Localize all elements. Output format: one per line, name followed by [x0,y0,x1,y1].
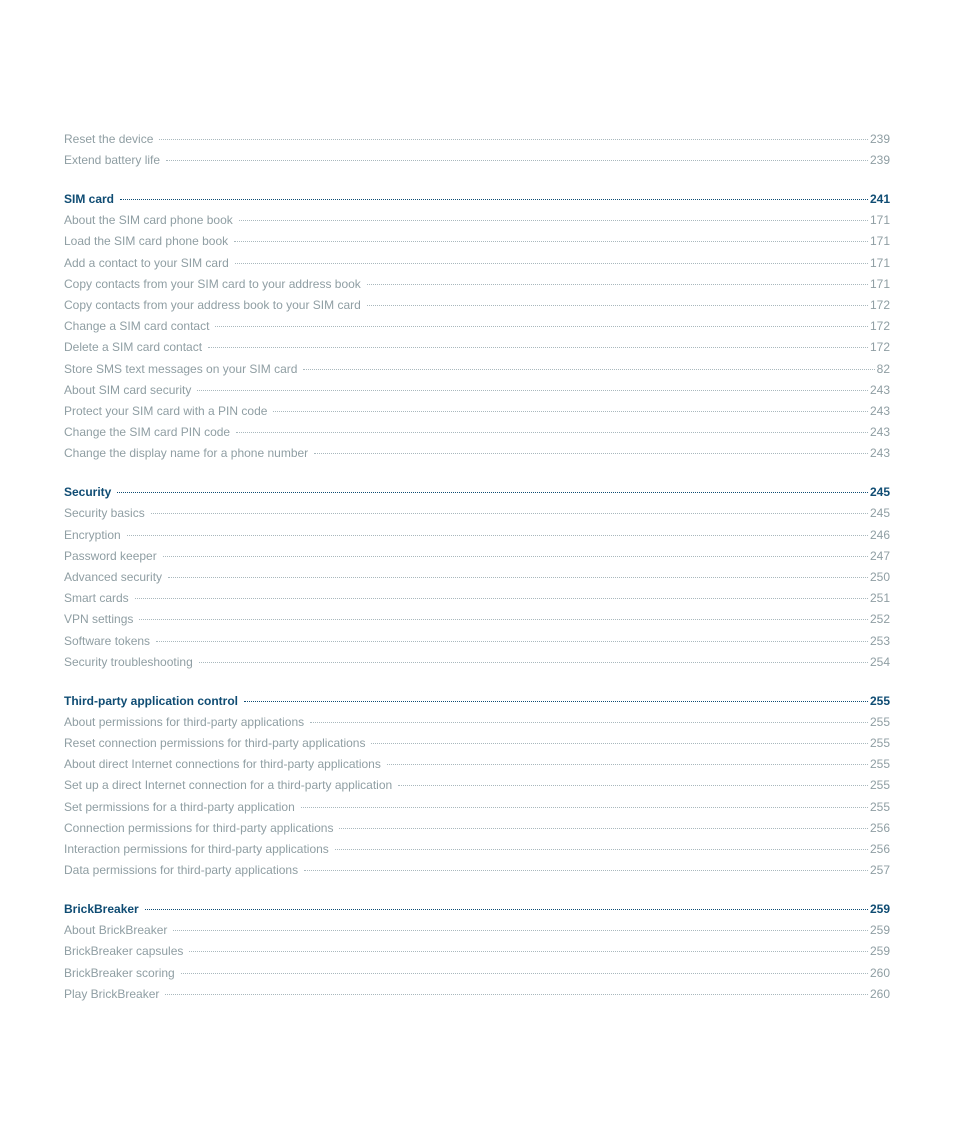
dot-leader [163,556,868,557]
page-number: 255 [869,757,890,772]
toc-label: Set permissions for a third-party application [64,799,295,814]
toc-entry-set-up-a-direct-internet-connection-for-a-third-party-application[interactable] [64,778,890,799]
dot-leader [215,326,868,327]
toc-label: About direct Internet connections for third-party applications [64,757,381,772]
toc-entry-copy-contacts-from-your-address-book-to-your-sim-card[interactable] [64,298,890,319]
page-number: 252 [869,612,890,627]
dot-leader [197,390,868,391]
page-number: 255 [869,693,890,708]
toc-label: Store SMS text messages on your SIM card [64,361,298,376]
dot-leader [135,598,868,599]
page-number: 260 [869,965,890,980]
toc-label: Set up a direct Internet connection for a third-party application [64,778,393,793]
toc-heading-security[interactable] [64,485,890,506]
dot-leader [239,220,868,221]
toc-label: Reset connection permissions for third-party applications [64,735,366,750]
toc-label: Change a SIM card contact [64,319,210,334]
page-number: 257 [869,863,890,878]
toc-entry-interaction-permissions-for-third-party-applications[interactable] [64,842,890,863]
toc-entry-add-a-contact-to-your-sim-card[interactable] [64,256,890,277]
toc-label: Extend battery life [64,153,161,168]
dot-leader [166,160,868,161]
toc-entry-about-the-sim-card-phone-book[interactable] [64,213,890,234]
page-number: 255 [869,778,890,793]
page-number: 256 [869,841,890,856]
toc-entry-reset-the-device[interactable] [64,132,890,153]
dot-leader [367,284,868,285]
toc-label: Delete a SIM card contact [64,340,203,355]
toc-label: Third-party application control [64,693,239,708]
toc-entry-change-the-sim-card-pin-code[interactable] [64,425,890,446]
page-number: 259 [869,923,890,938]
toc-label: Protect your SIM card with a PIN code [64,403,268,418]
toc-entry-vpn-settings[interactable] [64,612,890,633]
page-number: 259 [869,901,890,916]
toc-entry-copy-contacts-from-your-sim-card-to-your-address-book[interactable] [64,277,890,298]
dot-leader [304,870,868,871]
toc-entry-set-permissions-for-a-third-party-application[interactable] [64,800,890,821]
toc-label: About SIM card security [64,382,192,397]
page-number: 250 [869,569,890,584]
page-number: 171 [869,276,890,291]
section-gap [64,676,890,694]
page-number: 259 [869,944,890,959]
page-number: 255 [869,714,890,729]
toc-label: Connection permissions for third-party applications [64,820,334,835]
dot-leader [199,662,868,663]
toc-label: Security [64,485,112,500]
toc-entry-reset-connection-permissions-for-third-party-applications[interactable] [64,736,890,757]
toc-entry-connection-permissions-for-third-party-applications[interactable] [64,821,890,842]
toc-entry-software-tokens[interactable] [64,634,890,655]
page-number: 255 [869,735,890,750]
page-number: 256 [869,820,890,835]
toc-entry-change-a-sim-card-contact[interactable] [64,319,890,340]
page-number: 245 [869,485,890,500]
toc-entry-encryption[interactable] [64,528,890,549]
toc-label: BrickBreaker [64,901,139,916]
dot-leader [339,828,868,829]
dot-leader [310,722,868,723]
toc-label: Security basics [64,506,145,521]
page-number: 245 [869,506,890,521]
dot-leader [168,577,868,578]
dot-leader [145,909,868,910]
page-number: 247 [869,548,890,563]
page-number: 171 [869,234,890,249]
dot-leader [235,263,868,264]
dot-leader [156,641,868,642]
toc-entry-about-permissions-for-third-party-applications[interactable] [64,715,890,736]
toc-label: Reset the device [64,132,154,146]
page-number: 260 [869,986,890,1001]
page-number: 243 [869,446,890,461]
dot-leader [181,973,868,974]
toc-label: Copy contacts from your SIM card to your address book [64,276,361,291]
page-number: 243 [869,382,890,397]
toc-label: About permissions for third-party applications [64,714,305,729]
page-number: 246 [869,527,890,542]
toc-entry-password-keeper[interactable] [64,549,890,570]
toc-label: About BrickBreaker [64,923,168,938]
dot-leader [236,432,868,433]
dot-leader [127,535,868,536]
dot-leader [335,849,868,850]
toc-label: Data permissions for third-party applications [64,863,299,878]
dot-leader [244,701,868,702]
toc-entry-play-brickbreaker[interactable] [64,987,890,1008]
toc-heading-brickbreaker[interactable] [64,902,890,923]
page-number: 255 [869,799,890,814]
toc-entry-about-sim-card-security[interactable] [64,383,890,404]
toc-entry-advanced-security[interactable] [64,570,890,591]
dot-leader [367,305,868,306]
dot-leader [398,785,868,786]
toc-label: Advanced security [64,569,163,584]
toc-entry-security-basics[interactable] [64,506,890,527]
toc-label: Software tokens [64,633,151,648]
section-gap [64,468,890,486]
toc-label: Change the display name for a phone number [64,446,309,461]
dot-leader [139,619,868,620]
page-number: 172 [869,319,890,334]
toc-entry-protect-your-sim-card-with-a-pin-code[interactable] [64,404,890,425]
toc-heading-sim-card[interactable] [64,192,890,213]
toc-entry-about-direct-internet-connections-for-third-party-applications[interactable] [64,757,890,778]
toc-entry-load-the-sim-card-phone-book[interactable] [64,234,890,255]
toc-entry-brickbreaker-scoring[interactable] [64,966,890,987]
dot-leader [151,513,868,514]
toc-heading-third-party-application-control[interactable] [64,694,890,715]
page-number: 241 [869,192,890,207]
toc-entry-change-the-display-name-for-a-phone-number[interactable] [64,446,890,467]
toc-entry-security-troubleshooting[interactable] [64,655,890,676]
toc-label: Encryption [64,527,121,542]
toc-entry-data-permissions-for-third-party-applications[interactable] [64,863,890,884]
page-number: 253 [869,633,890,648]
page-number: 239 [869,132,890,146]
toc-entry-delete-a-sim-card-contact[interactable] [64,340,890,361]
toc-label: BrickBreaker capsules [64,944,184,959]
page-number: 251 [869,591,890,606]
dot-leader [117,492,868,493]
table-of-contents [64,132,890,1008]
toc-entry-extend-battery-life[interactable] [64,153,890,174]
toc-label: BrickBreaker scoring [64,965,175,980]
toc-label: Smart cards [64,591,129,606]
page-number: 171 [869,213,890,228]
page-number: 243 [869,403,890,418]
toc-entry-about-brickbreaker[interactable] [64,923,890,944]
dot-leader [234,241,868,242]
toc-label: VPN settings [64,612,134,627]
dot-leader [173,930,868,931]
toc-label: Play BrickBreaker [64,986,160,1001]
page-number: 172 [869,298,890,312]
toc-entry-brickbreaker-capsules[interactable] [64,944,890,965]
section-gap [64,174,890,192]
page-number: 243 [869,425,890,440]
toc-entry-store-sms-text-messages-on-your-sim-card[interactable] [64,362,890,383]
section-gap [64,884,890,902]
page-number: 172 [869,340,890,355]
dot-leader [371,743,867,744]
dot-leader [165,994,868,995]
dot-leader [159,139,868,140]
page-number: 171 [869,255,890,270]
toc-label: Load the SIM card phone book [64,234,229,249]
dot-leader [120,199,868,200]
toc-label: Password keeper [64,548,157,563]
page-number: 82 [876,361,890,376]
dot-leader [314,453,868,454]
dot-leader [208,347,868,348]
dot-leader [303,369,874,370]
dot-leader [301,807,868,808]
toc-label: Security troubleshooting [64,654,193,669]
page-number: 239 [869,153,890,168]
dot-leader [387,764,868,765]
dot-leader [189,951,868,952]
toc-label: Change the SIM card PIN code [64,425,231,440]
toc-entry-smart-cards[interactable] [64,591,890,612]
toc-label: SIM card [64,192,115,207]
toc-label: Add a contact to your SIM card [64,255,229,270]
page-number: 254 [869,654,890,669]
dot-leader [273,411,868,412]
toc-label: Copy contacts from your address book to your SIM card [64,298,361,312]
toc-label: About the SIM card phone book [64,213,233,228]
toc-label: Interaction permissions for third-party applications [64,841,329,856]
